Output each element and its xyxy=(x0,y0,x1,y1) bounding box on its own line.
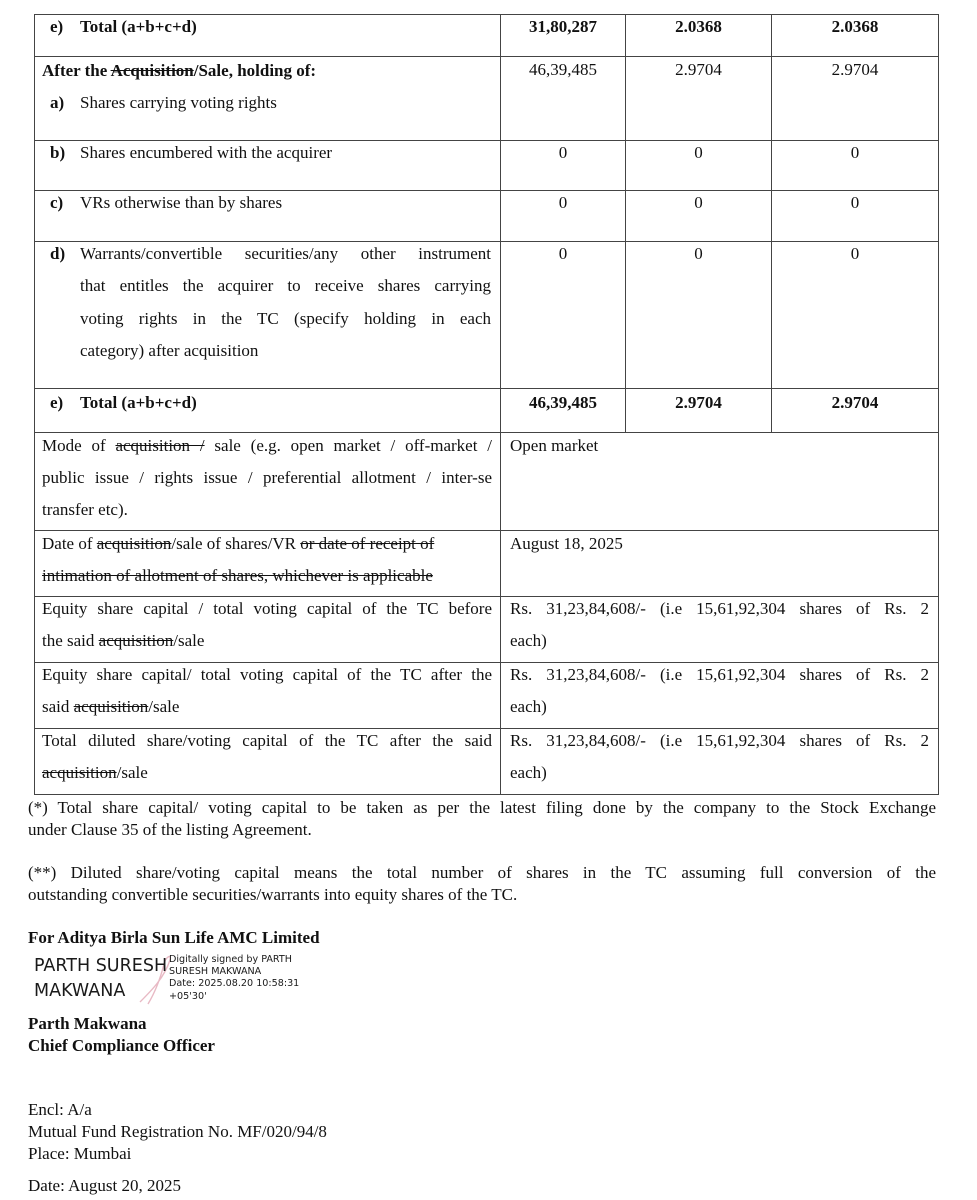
detail-question: said acquisition/sale xyxy=(42,697,180,716)
row-text-line: voting rights in the TC (specify holding in each xyxy=(80,309,491,328)
date: Date: August 20, 2025 xyxy=(28,1176,181,1195)
row-label: e) Total (a+b+c+d) xyxy=(50,17,197,36)
detail-answer: Rs. 31,23,84,608/- (i.e 15,61,92,304 shares of Rs. 2 xyxy=(510,665,929,684)
total-capital-percent: 2.9704 xyxy=(675,60,722,79)
shares-value: 0 xyxy=(558,193,568,212)
row-text-line: Warrants/convertible securities/any other instrument xyxy=(80,244,491,263)
detail-question: Date of acquisition/sale of shares/VR or date of receipt of xyxy=(42,534,435,553)
row-label: a) Shares carrying voting rights xyxy=(50,93,277,112)
diluted-capital-percent: 0 xyxy=(850,143,860,162)
diluted-capital-percent: 0 xyxy=(850,193,860,212)
detail-question: public issue / rights issue / preferential allotment / inter-se xyxy=(42,468,492,487)
company-signoff: For Aditya Birla Sun Life AMC Limited xyxy=(28,928,320,947)
total-capital-percent: 2.0368 xyxy=(675,17,722,36)
footnote-total-capital-cont: under Clause 35 of the listing Agreement. xyxy=(28,820,312,839)
diluted-capital-percent: 2.9704 xyxy=(831,60,879,79)
digital-signature-details: Digitally signed by PARTH SURESH MAKWANA Date: 2025.08.20 10:58:31 +05'30' xyxy=(169,954,300,1002)
footnote-diluted-capital: (**) Diluted share/voting capital means the total number of shares in the TC assuming full conversion of the xyxy=(28,863,936,882)
detail-question: Equity share capital/ total voting capital of the TC after the xyxy=(42,665,492,684)
detail-question: Equity share capital / total voting capital of the TC before xyxy=(42,599,492,618)
signatory-title: Chief Compliance Officer xyxy=(28,1036,215,1055)
total-capital-percent: 0 xyxy=(694,143,703,162)
detail-question: transfer etc). xyxy=(42,500,128,519)
diluted-capital-percent: 0 xyxy=(850,244,860,263)
row-label: c) VRs otherwise than by shares xyxy=(50,193,283,212)
section-heading: After the Acquisition/Sale, holding of: xyxy=(42,61,317,80)
shares-value: 0 xyxy=(558,143,568,162)
detail-answer: each) xyxy=(510,631,547,650)
digital-signer-name: PARTH SURESH MAKWANA xyxy=(34,956,168,1001)
detail-question: Mode of acquisition / sale (e.g. open market / off-market / xyxy=(42,436,492,455)
disclosure-table xyxy=(34,14,939,795)
detail-answer: Rs. 31,23,84,608/- (i.e 15,61,92,304 shares of Rs. 2 xyxy=(510,731,929,750)
total-capital-percent: 0 xyxy=(694,193,703,212)
place: Place: Mumbai xyxy=(28,1144,132,1163)
diluted-capital-percent: 2.0368 xyxy=(831,17,879,36)
detail-answer: each) xyxy=(510,697,547,716)
shares-value: 0 xyxy=(558,244,568,263)
detail-question: acquisition/sale xyxy=(42,763,148,782)
enclosure: Encl: A/a xyxy=(28,1100,92,1119)
detail-answer: Rs. 31,23,84,608/- (i.e 15,61,92,304 shares of Rs. 2 xyxy=(510,599,929,618)
diluted-capital-percent: 2.9704 xyxy=(831,393,879,412)
total-capital-percent: 2.9704 xyxy=(675,393,722,412)
detail-question: the said acquisition/sale xyxy=(42,631,205,650)
row-text-line: that entitles the acquirer to receive shares carrying xyxy=(80,276,491,295)
row-label: d) xyxy=(50,244,66,263)
row-text-line: category) after acquisition xyxy=(80,341,259,360)
detail-question: intimation of allotment of shares, whichever is applicable xyxy=(42,566,433,585)
row-label: b) Shares encumbered with the acquirer xyxy=(50,143,333,162)
shares-value: 46,39,485 xyxy=(529,60,597,79)
row-label: e) Total (a+b+c+d) xyxy=(50,393,197,412)
detail-question: Total diluted share/voting capital of the TC after the said xyxy=(42,731,492,750)
footnote-total-capital: (*) Total share capital/ voting capital to be taken as per the latest filing done by the company to the Stock Exchange xyxy=(28,798,936,817)
detail-answer: each) xyxy=(510,763,547,782)
registration-number: Mutual Fund Registration No. MF/020/94/8 xyxy=(28,1122,327,1141)
detail-answer: August 18, 2025 xyxy=(510,534,623,553)
signatory-name: Parth Makwana xyxy=(28,1014,147,1033)
footnote-diluted-capital-cont: outstanding convertible securities/warrants into equity shares of the TC. xyxy=(28,885,518,904)
shares-value: 46,39,485 xyxy=(529,393,597,412)
total-capital-percent: 0 xyxy=(694,244,703,263)
shares-value: 31,80,287 xyxy=(529,17,597,36)
detail-answer: Open market xyxy=(510,436,599,455)
